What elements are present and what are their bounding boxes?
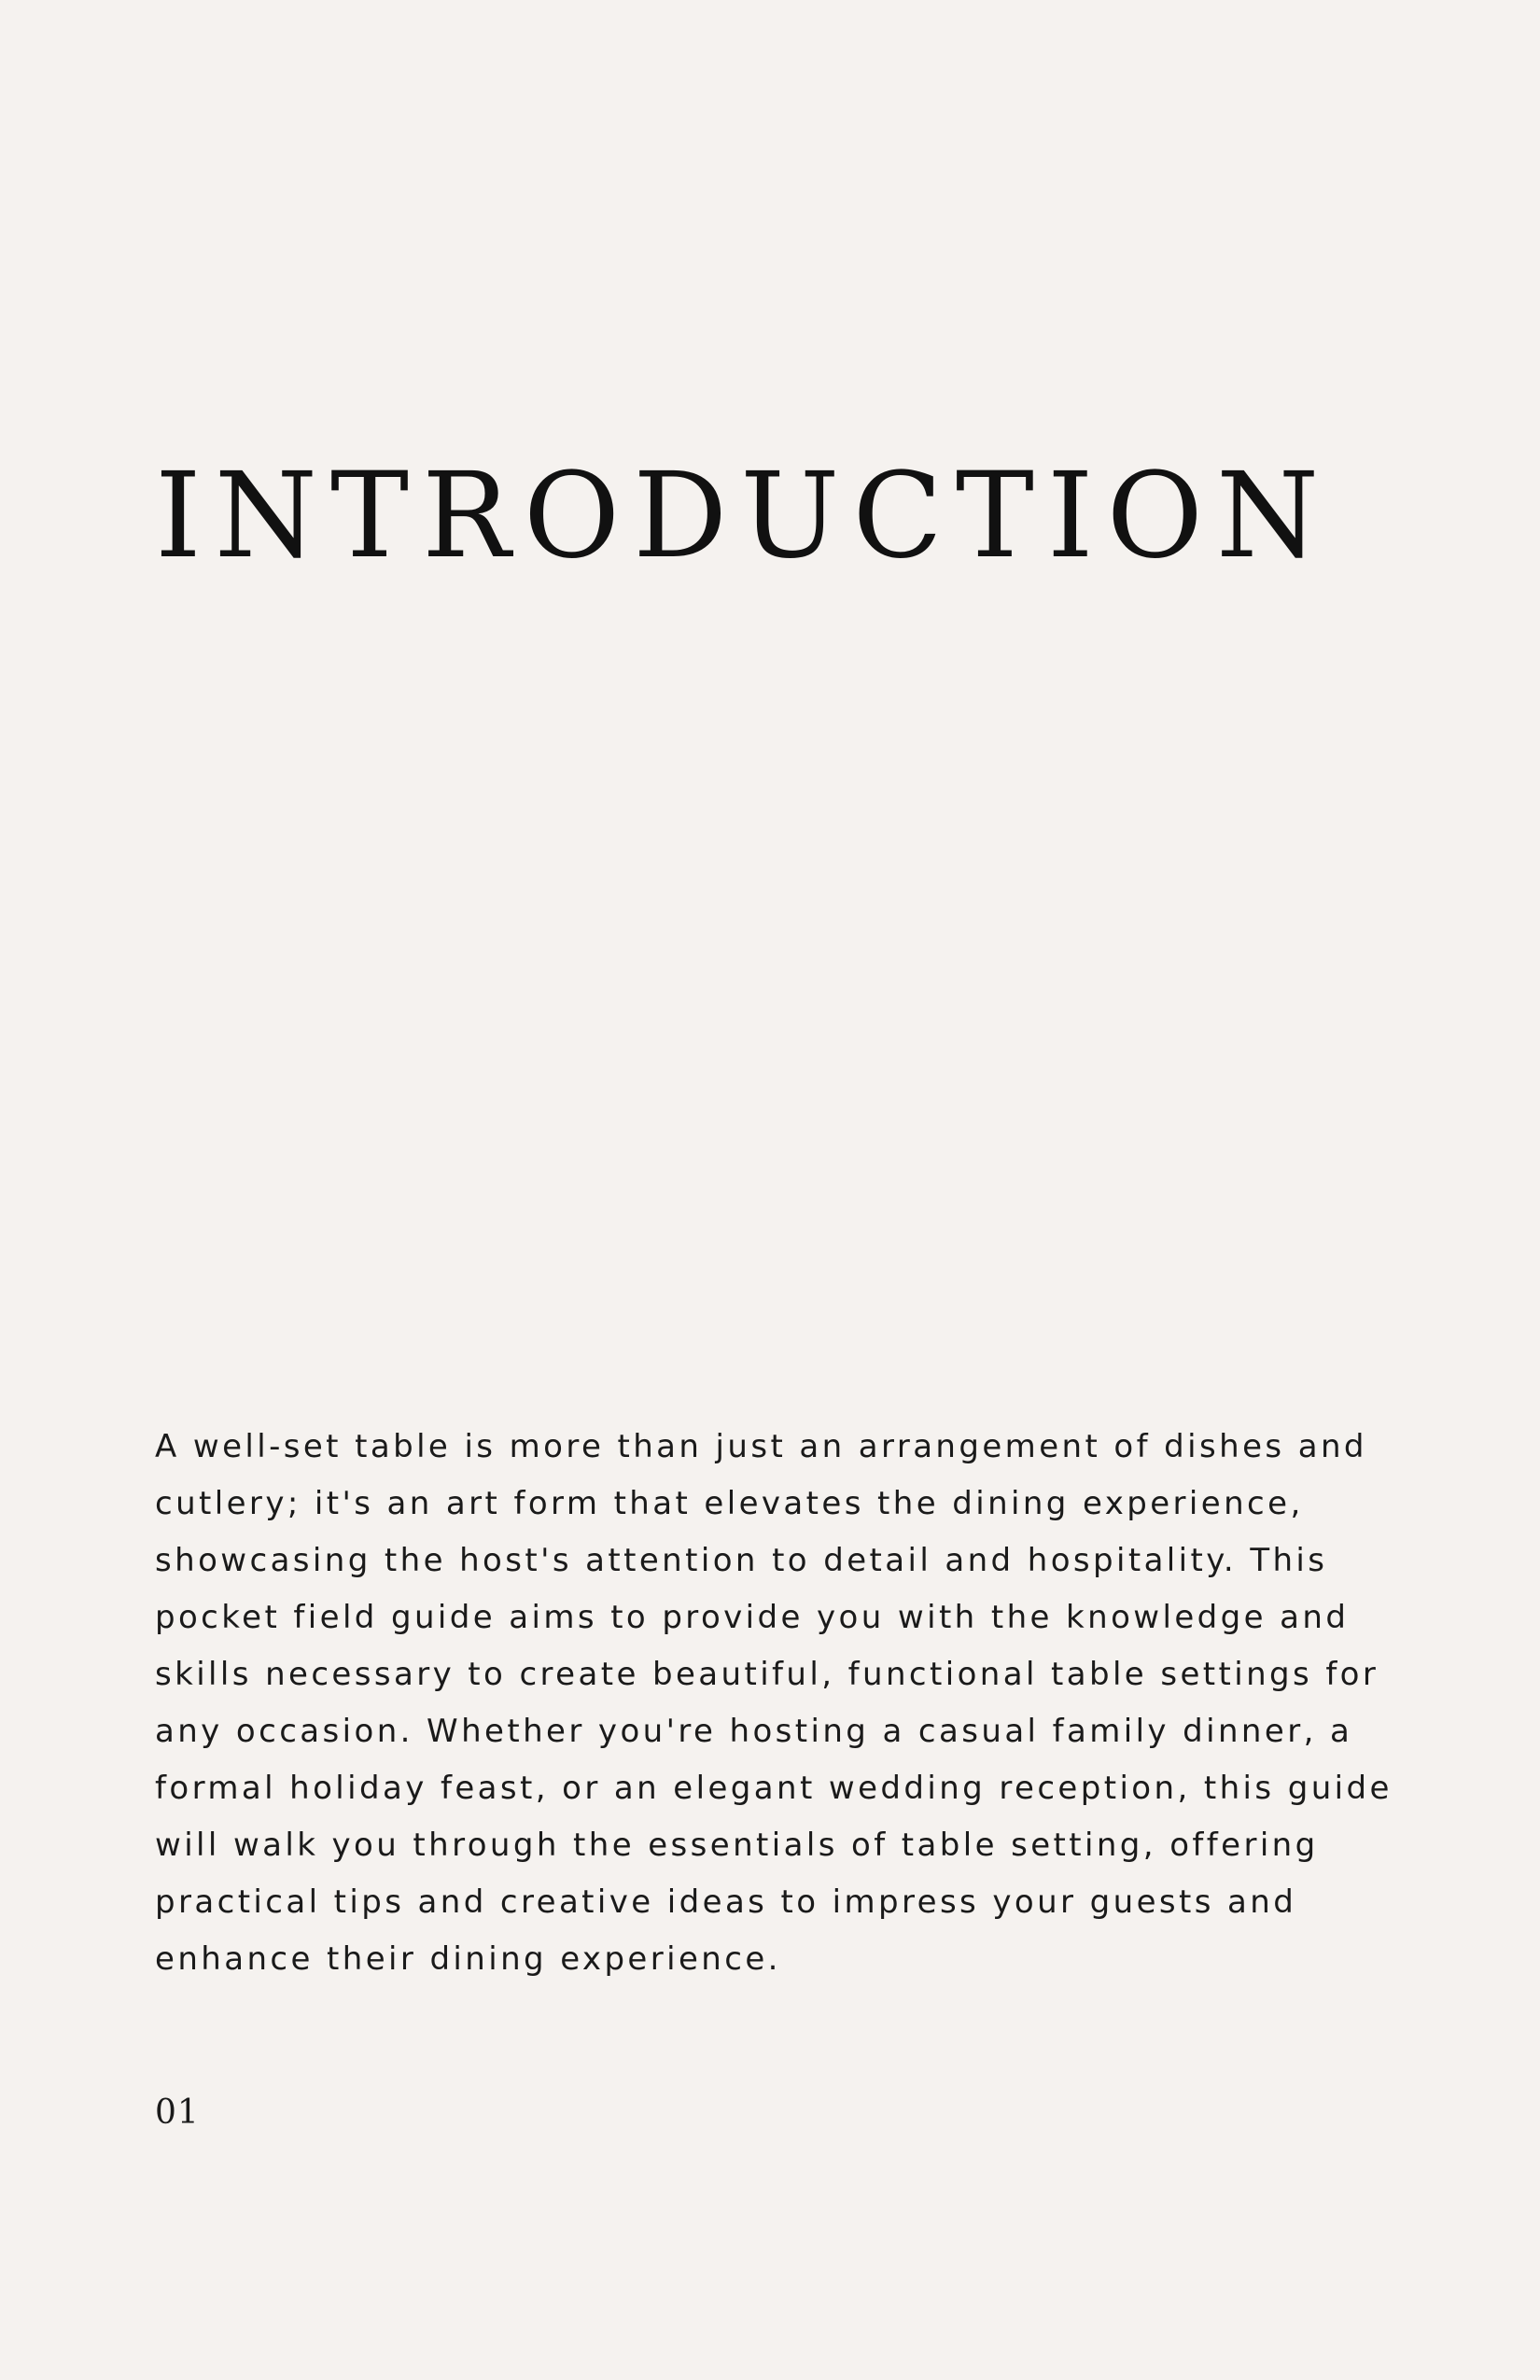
page-title: INTRODUCTION <box>155 447 1333 584</box>
page-number: 01 <box>155 2093 200 2132</box>
introduction-paragraph: A well-set table is more than just an arrangement of dishes and cutlery; it's an art form that elevates the dining experience, showcasing the host's attention to detail and hospitality. This pocket field guide aims to provide you with the knowledge and skills necessary to create beautiful, functional table settings for any occasion. Whether you're hosting a casual family dinner, a formal holiday feast, or an elegant wedding reception, this guide will walk you through the essentials of table setting, offering practical tips and creative ideas to impress your guests and enhance their dining experience. <box>155 1428 1393 1978</box>
